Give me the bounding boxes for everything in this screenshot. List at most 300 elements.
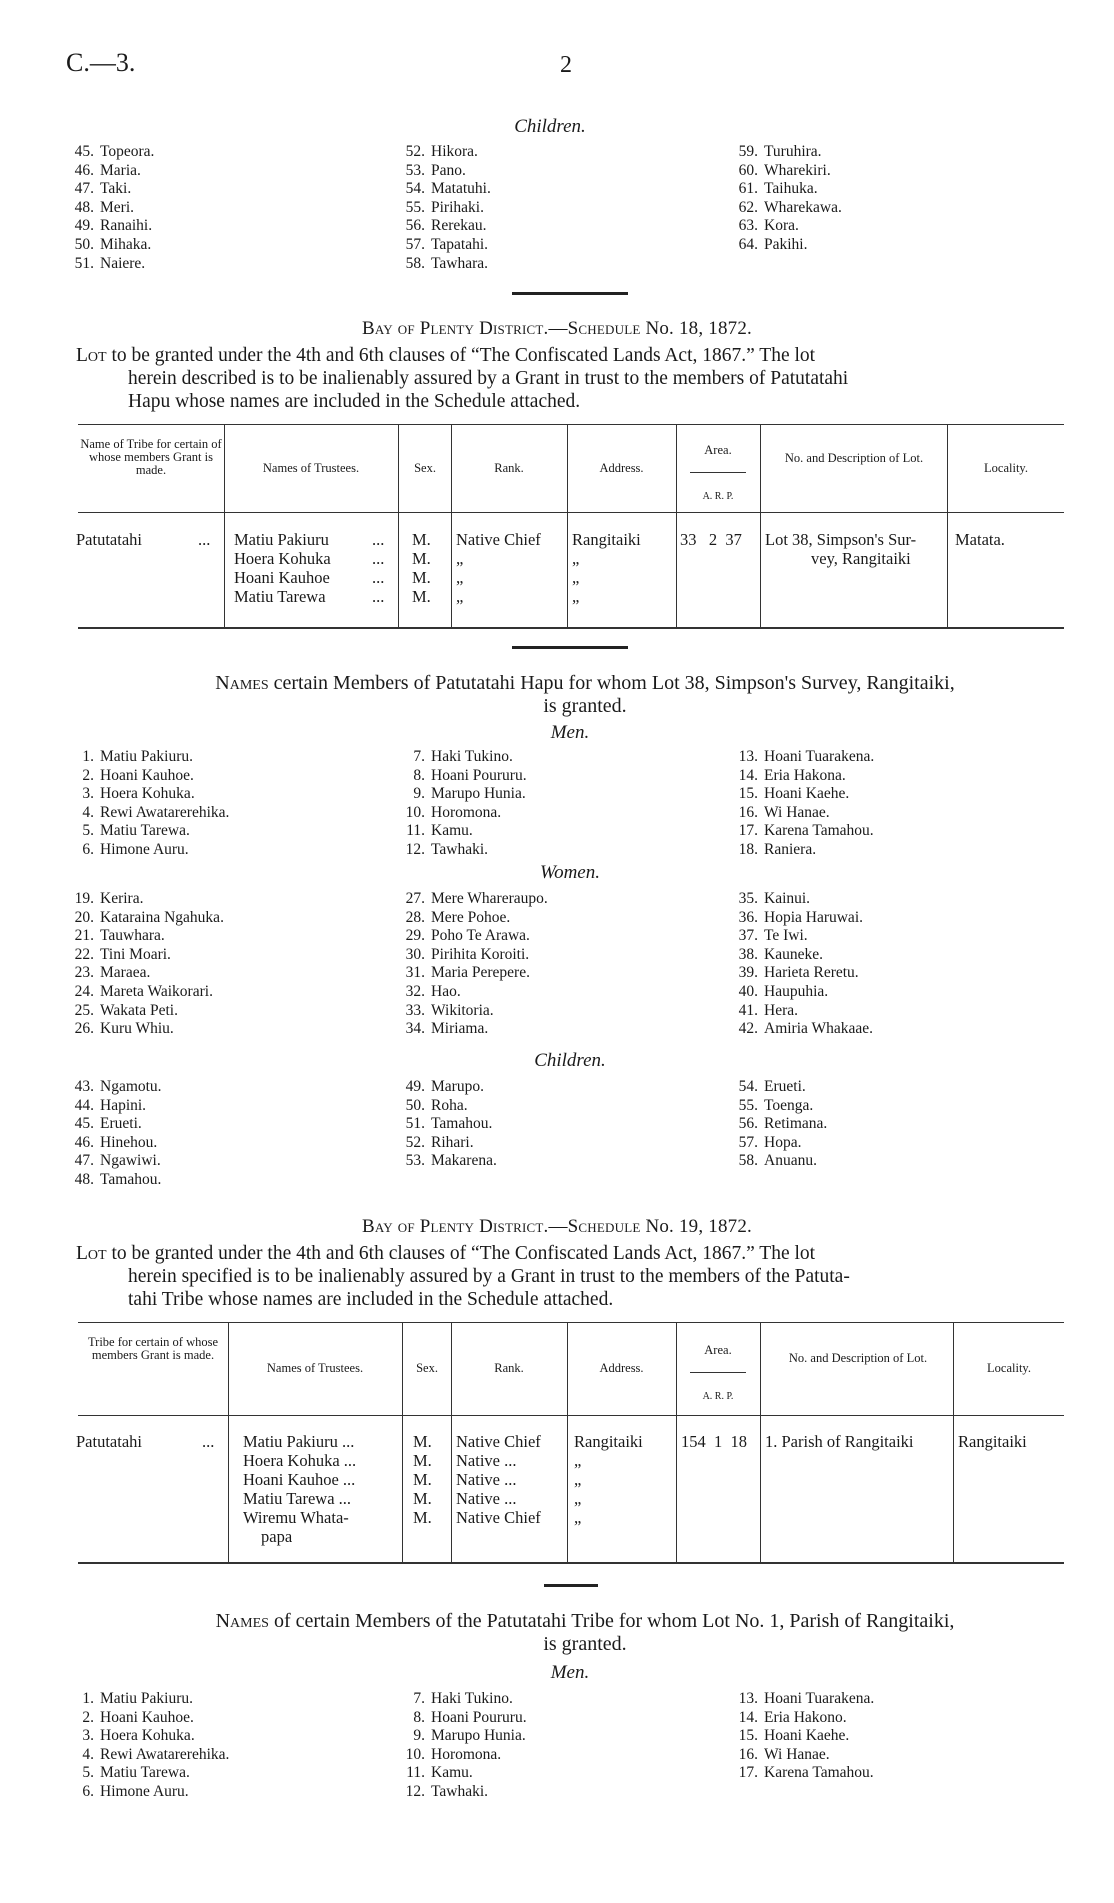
- list-item: [397, 785, 527, 804]
- list-item-number: 51.: [405, 1115, 425, 1133]
- list-item-name: Hapini.: [100, 1096, 147, 1114]
- table-cell-line: M.: [413, 1432, 432, 1451]
- list-item-name: Mere Whareraupo.: [431, 890, 548, 907]
- list-item: [66, 822, 229, 841]
- list-item-number: 57.: [405, 235, 425, 253]
- list-item-number: 54.: [405, 180, 425, 198]
- list-item-name: Tini Moari.: [100, 945, 171, 963]
- list-item: [397, 1152, 497, 1171]
- list-item: [66, 1690, 229, 1709]
- list-item-number: 22.: [74, 945, 94, 963]
- list-item: [66, 1152, 162, 1171]
- table-cell-line: „: [574, 1470, 582, 1489]
- trustee-address: [574, 1432, 643, 1527]
- list-item: [397, 1115, 497, 1134]
- list-item-name: Hera.: [764, 1001, 798, 1019]
- list-item: [730, 1690, 874, 1709]
- table-cell-line: Native ...: [456, 1489, 517, 1508]
- list-item-name: Roha.: [431, 1096, 468, 1114]
- list-item-number: 2.: [82, 1708, 94, 1726]
- list-item-name: Rihari.: [431, 1133, 474, 1151]
- page-number: 2: [560, 52, 572, 78]
- col-header-rank: Rank.: [494, 461, 524, 475]
- trustee-dots: ... ... ... ...: [372, 530, 385, 606]
- list-item-number: 23.: [74, 964, 94, 982]
- section-divider: [544, 1584, 598, 1587]
- list-item: [66, 964, 224, 983]
- list-item-name: Marupo Hunia.: [431, 785, 526, 803]
- list-item: [730, 162, 842, 181]
- list-item: [66, 180, 154, 199]
- list-item-number: 12.: [405, 1782, 425, 1800]
- list-item: [730, 1152, 827, 1171]
- list-item-name: Naiere.: [100, 254, 146, 272]
- list-item-name: Topeora.: [100, 143, 155, 160]
- list-item: [397, 946, 548, 965]
- list-item-name: Kora.: [764, 217, 799, 235]
- list-item-number: 24.: [74, 982, 94, 1000]
- list-item-name: Rewi Awatarerehika.: [100, 803, 230, 821]
- para-line: herein described is to be inalienably assured by a Grant in trust to the members of Patutatahi: [128, 368, 849, 389]
- list-item: [730, 964, 873, 983]
- list-item-name: Te Iwi.: [764, 927, 808, 945]
- table-cell-line: Hoani Kauhoe: [234, 568, 330, 587]
- list-item: [66, 1020, 224, 1039]
- section-divider: [512, 646, 628, 649]
- list-column: [730, 143, 842, 255]
- col-header-tribe: Tribe for certain of whose members Grant is made.: [87, 1335, 219, 1362]
- list-item-number: 60.: [738, 161, 758, 179]
- list-item-name: Matatuhi.: [431, 180, 491, 198]
- list-item: [730, 199, 842, 218]
- tribe-name: Patutatahi: [76, 1432, 142, 1451]
- list-item: [397, 1097, 497, 1116]
- lot-word: Lot: [76, 1243, 107, 1264]
- list-item: [397, 1783, 527, 1802]
- list-item-number: 34.: [405, 1020, 425, 1038]
- list-item: [66, 841, 229, 860]
- list-item-name: Miriama.: [431, 1020, 489, 1038]
- list-item: [66, 748, 229, 767]
- list-item-name: Rerekau.: [431, 217, 487, 235]
- lot-description: 1. Parish of Rangitaiki: [765, 1432, 914, 1451]
- list-item: [730, 785, 874, 804]
- list-item-number: 9.: [413, 1727, 425, 1745]
- table-cell-line: M.: [412, 530, 431, 549]
- section-divider: [512, 292, 628, 295]
- list-column: [730, 1690, 874, 1783]
- table-cell-line: „: [574, 1508, 582, 1527]
- list-column: [397, 1690, 527, 1802]
- women-heading: Women.: [540, 862, 600, 883]
- list-item-name: Pirihaki.: [431, 198, 484, 216]
- list-item-number: 62.: [738, 198, 758, 216]
- list-item: [730, 1097, 827, 1116]
- list-item-name: Eria Hakono.: [764, 1708, 847, 1726]
- list-item: [730, 946, 873, 965]
- list-item-number: 9.: [413, 785, 425, 803]
- list-item: [66, 1727, 229, 1746]
- table-cell-line: Hoera Kohuka: [234, 549, 331, 568]
- list-item-name: Wi Hanae.: [764, 803, 830, 821]
- list-item-name: Mareta Waikorari.: [100, 982, 213, 1000]
- list-item: [730, 217, 842, 236]
- list-item-number: 28.: [405, 908, 425, 926]
- list-item-name: Erueti.: [100, 1115, 142, 1133]
- list-item: [730, 236, 842, 255]
- list-item: [730, 1115, 827, 1134]
- list-item: [730, 180, 842, 199]
- list-item-name: Hoani Kauhoe.: [100, 766, 194, 784]
- list-item-name: Taihuka.: [764, 180, 818, 198]
- document-reference: C.—3.: [66, 48, 136, 77]
- names-word: Names: [215, 1610, 269, 1632]
- list-item-number: 4.: [82, 1745, 94, 1763]
- list-item-number: 10.: [405, 803, 425, 821]
- trustee-name-lines: [243, 1432, 356, 1527]
- list-item: [66, 927, 224, 946]
- schedule-title-number: No. 19, 1872.: [645, 1216, 753, 1237]
- list-item-number: 37.: [738, 927, 758, 945]
- table-cell-line: Native Chief: [456, 530, 541, 549]
- list-item: [66, 946, 224, 965]
- list-item-number: 29.: [405, 927, 425, 945]
- list-item-name: Kamu.: [431, 822, 473, 840]
- list-column: [397, 748, 527, 860]
- list-item-name: Hoani Poururu.: [431, 766, 527, 784]
- list-item: [730, 1709, 874, 1728]
- list-item-number: 63.: [738, 217, 758, 235]
- list-item-name: Poho Te Arawa.: [431, 927, 530, 945]
- list-column: [730, 748, 874, 860]
- list-item-number: 49.: [405, 1078, 425, 1095]
- list-item-name: Meri.: [100, 198, 135, 216]
- list-item-name: Haupuhia.: [764, 982, 829, 1000]
- col-header-area: Area.: [704, 1343, 732, 1357]
- list-item-number: 5.: [82, 1764, 94, 1782]
- list-item: [66, 217, 154, 236]
- list-column: [397, 1078, 497, 1171]
- col-header-lot: No. and Description of Lot.: [788, 1351, 928, 1365]
- list-item-name: Tapatahi.: [431, 235, 489, 253]
- list-item-name: Retimana.: [764, 1115, 828, 1133]
- list-item-name: Mere Pohoe.: [431, 908, 511, 926]
- table-cell-line: „: [456, 568, 464, 587]
- list-item-number: 52.: [405, 143, 425, 160]
- list-item-number: 51.: [74, 254, 94, 272]
- list-item-name: Kainui.: [764, 890, 811, 907]
- list-item-name: Anuanu.: [764, 1152, 817, 1170]
- list-item-name: Karena Tamahou.: [764, 822, 874, 840]
- schedule-18-description: [76, 344, 1066, 413]
- list-item-number: 47.: [74, 180, 94, 198]
- list-item-name: Makarena.: [431, 1152, 497, 1170]
- list-item-number: 64.: [738, 235, 758, 253]
- table-cell-line: Matiu Tarewa: [234, 587, 326, 606]
- para-line: to be granted under the 4th and 6th clauses of “The Confiscated Lands Act, 1867.” The lot: [111, 1243, 816, 1264]
- list-item-number: 48.: [74, 198, 94, 216]
- list-item: [397, 1078, 497, 1097]
- lot-line: vey, Rangitaiki: [811, 549, 911, 568]
- list-item: [66, 143, 154, 162]
- list-item-number: 48.: [74, 1170, 94, 1188]
- list-item-name: Wikitoria.: [431, 1001, 494, 1019]
- list-item-number: 35.: [738, 890, 758, 907]
- trustee-names: [243, 1432, 356, 1546]
- list-item: [66, 1134, 162, 1153]
- list-item: [730, 1727, 874, 1746]
- trustee-sex: [412, 530, 431, 606]
- list-item-name: Pirihita Koroiti.: [431, 945, 530, 963]
- list-item-number: 42.: [738, 1020, 758, 1038]
- trustee-rank: [456, 1432, 541, 1527]
- list-item-number: 32.: [405, 982, 425, 1000]
- list-column: [66, 1690, 229, 1802]
- schedule-title-prefix: Bay of Plenty District.—Schedule: [361, 1216, 641, 1237]
- list-item-number: 3.: [82, 1727, 94, 1745]
- list-item-name: Hoani Tuarakena.: [764, 748, 875, 765]
- list-item: [66, 1097, 162, 1116]
- list-column: [397, 143, 491, 273]
- list-item: [397, 841, 527, 860]
- list-item-number: 30.: [405, 945, 425, 963]
- list-item: [66, 1709, 229, 1728]
- list-item-name: Maria Perepere.: [431, 964, 530, 982]
- list-item: [397, 964, 548, 983]
- table-cell-line: „: [572, 587, 580, 606]
- list-item: [730, 1764, 874, 1783]
- list-item-number: 38.: [738, 945, 758, 963]
- list-item-name: Ngawiwi.: [100, 1152, 161, 1170]
- list-item-number: 61.: [738, 180, 758, 198]
- list-item-number: 16.: [738, 1745, 758, 1763]
- list-item: [66, 1783, 229, 1802]
- list-item-number: 54.: [738, 1078, 758, 1095]
- list-item: [66, 255, 154, 274]
- list-item-name: Hoani Kauhoe.: [100, 1708, 194, 1726]
- lot-description: [765, 530, 916, 568]
- list-item-name: Tawhara.: [431, 254, 489, 272]
- list-item-name: Erueti.: [764, 1078, 806, 1095]
- list-item-name: Hopia Haruwai.: [764, 908, 863, 926]
- list-item: [397, 1746, 527, 1765]
- list-item-number: 11.: [406, 1764, 425, 1782]
- list-item-number: 4.: [82, 803, 94, 821]
- heading-line: certain Members of Patutatahi Hapu for whom Lot 38, Simpson's Survey, Rangitaiki,: [273, 672, 955, 694]
- table-cell-line: Wiremu Whata-: [243, 1508, 349, 1527]
- list-item-name: Taki.: [100, 180, 132, 198]
- list-item-name: Maria.: [100, 161, 141, 179]
- list-item: [66, 785, 229, 804]
- list-item-number: 11.: [406, 822, 425, 840]
- area-value: 33 2 37: [680, 530, 742, 549]
- list-item-number: 7.: [413, 748, 425, 765]
- list-item-number: 46.: [74, 161, 94, 179]
- list-item-number: 45.: [74, 1115, 94, 1133]
- list-item: [397, 1709, 527, 1728]
- col-header-address: Address.: [599, 1361, 644, 1375]
- trustee-continuation: papa: [261, 1527, 293, 1546]
- list-item-name: Hoani Kaehe.: [764, 1727, 850, 1745]
- list-item-name: Ranaihi.: [100, 217, 153, 235]
- list-item-number: 17.: [738, 1764, 758, 1782]
- list-item-name: Maraea.: [100, 964, 151, 982]
- list-item: [730, 1746, 874, 1765]
- list-item-name: Amiria Whakaae.: [764, 1020, 874, 1038]
- list-item-number: 8.: [413, 766, 425, 784]
- list-item-number: 58.: [405, 254, 425, 272]
- list-column: [397, 890, 548, 1039]
- schedule-18-title: [0, 318, 1114, 340]
- col-header-locality: Locality.: [984, 461, 1028, 475]
- table-cell-line: M.: [412, 587, 431, 606]
- list-item: [397, 162, 491, 181]
- lot-word: Lot: [76, 345, 107, 366]
- list-item-name: Haki Tukino.: [431, 748, 513, 765]
- list-item-number: 6.: [82, 1782, 94, 1800]
- list-item-number: 13.: [738, 748, 758, 765]
- list-item: [66, 1746, 229, 1765]
- list-item-name: Hoani Poururu.: [431, 1708, 527, 1726]
- table-cell-line: Matiu Pakiuru ...: [243, 1432, 355, 1451]
- tribe-leader-dots: ...: [202, 1432, 215, 1451]
- list-item-number: 50.: [405, 1096, 425, 1114]
- list-column: [730, 890, 873, 1039]
- list-item-name: Raniera.: [764, 840, 817, 858]
- list-item-name: Wakata Peti.: [100, 1001, 178, 1019]
- list-item-number: 8.: [413, 1708, 425, 1726]
- list-item: [397, 804, 527, 823]
- list-item-name: Himone Auru.: [100, 1782, 189, 1800]
- list-item-number: 7.: [413, 1690, 425, 1707]
- list-item: [730, 804, 874, 823]
- list-item: [66, 1115, 162, 1134]
- men-heading: Men.: [550, 722, 590, 743]
- list-item-number: 44.: [74, 1096, 94, 1114]
- list-item: [66, 1764, 229, 1783]
- list-item: [397, 199, 491, 218]
- table-cell-line: Hoani Kauhoe ...: [243, 1470, 356, 1489]
- lot-line: Lot 38, Simpson's Sur-: [765, 530, 917, 549]
- table-cell-line: Native ...: [456, 1451, 517, 1470]
- list-item-name: Rewi Awatarerehika.: [100, 1745, 230, 1763]
- list-item: [397, 909, 548, 928]
- list-item-name: Matiu Tarewa.: [100, 1764, 190, 1782]
- list-column: [730, 1078, 827, 1171]
- list-item: [730, 841, 874, 860]
- list-item-number: 10.: [405, 1745, 425, 1763]
- table-cell-line: Matiu Pakiuru: [234, 530, 329, 549]
- list-item-number: 2.: [82, 766, 94, 784]
- list-item-name: Hoera Kohuka.: [100, 1727, 195, 1745]
- list-item-number: 6.: [82, 840, 94, 858]
- list-item: [66, 1171, 162, 1190]
- list-item-name: Hikora.: [431, 143, 478, 160]
- list-item-number: 47.: [74, 1152, 94, 1170]
- list-item: [730, 143, 842, 162]
- list-item-name: Turuhira.: [764, 143, 822, 160]
- list-item-number: 33.: [405, 1001, 425, 1019]
- list-item-number: 39.: [738, 964, 758, 982]
- table-cell-line: Native Chief: [456, 1508, 541, 1527]
- table-cell-line: M.: [412, 549, 431, 568]
- list-item-number: 26.: [74, 1020, 94, 1038]
- list-column: [66, 748, 229, 860]
- list-item: [397, 1764, 527, 1783]
- children-heading-2: Children.: [534, 1050, 606, 1071]
- list-item-number: 15.: [738, 785, 758, 803]
- list-item-name: Eria Hakona.: [764, 766, 846, 784]
- list-item-name: Karena Tamahou.: [764, 1764, 874, 1782]
- col-header-area: Area.: [704, 443, 732, 457]
- list-item: [730, 767, 874, 786]
- table-cell-line: M.: [413, 1489, 432, 1508]
- list-item-number: 43.: [74, 1078, 94, 1095]
- list-item: [730, 748, 874, 767]
- col-header-arp: A. R. P.: [702, 1391, 734, 1402]
- list-item: [397, 983, 548, 1002]
- list-item: [397, 927, 548, 946]
- table-cell-line: „: [572, 568, 580, 587]
- list-item-name: Wharekawa.: [764, 198, 842, 216]
- table-cell-line: „: [456, 587, 464, 606]
- children-heading-1: Children.: [514, 116, 586, 137]
- list-item-number: 46.: [74, 1133, 94, 1151]
- men-heading: Men.: [550, 1662, 590, 1683]
- list-item-name: Marupo.: [431, 1078, 484, 1095]
- list-item-name: Himone Auru.: [100, 840, 189, 858]
- list-column: [66, 1078, 162, 1190]
- list-item-number: 50.: [74, 235, 94, 253]
- list-item: [66, 767, 229, 786]
- col-header-sex: Sex.: [414, 461, 436, 475]
- table-cell-line: Matiu Tarewa ...: [243, 1489, 352, 1508]
- col-header-trustees: Names of Trustees.: [262, 461, 360, 475]
- list-item: [397, 767, 527, 786]
- heading-line: is granted.: [543, 695, 627, 717]
- list-item-name: Toenga.: [764, 1096, 814, 1114]
- col-header-address: Address.: [599, 461, 644, 475]
- list-item-number: 40.: [738, 982, 758, 1000]
- list-item: [66, 804, 229, 823]
- list-item-name: Tamahou.: [431, 1115, 493, 1133]
- table-cell-line: „: [456, 549, 464, 568]
- list-item-number: 55.: [405, 198, 425, 216]
- list-item-name: Harieta Reretu.: [764, 964, 859, 982]
- list-item-number: 53.: [405, 1152, 425, 1170]
- table-cell-line: Hoera Kohuka ...: [243, 1451, 357, 1470]
- list-item-name: Horomona.: [431, 1745, 502, 1763]
- list-item-number: 57.: [738, 1133, 758, 1151]
- list-item-name: Hinehou.: [100, 1133, 158, 1151]
- list-item-name: Hoani Tuarakena.: [764, 1690, 875, 1707]
- list-item: [730, 822, 874, 841]
- list-item-number: 56.: [738, 1115, 758, 1133]
- list-item: [397, 1002, 548, 1021]
- list-item: [397, 1727, 527, 1746]
- list-item-number: 18.: [738, 840, 758, 858]
- tribe-name: Patutatahi: [76, 530, 142, 549]
- list-item: [397, 217, 491, 236]
- list-item-name: Tawhaki.: [431, 840, 489, 858]
- list-item-number: 45.: [74, 143, 94, 160]
- list-item-number: 15.: [738, 1727, 758, 1745]
- para-line: tahi Tribe whose names are included in the Schedule attached.: [128, 1289, 614, 1310]
- para-line: Hapu whose names are included in the Schedule attached.: [128, 391, 581, 412]
- list-column: [66, 143, 154, 273]
- trustee-sex: [413, 1432, 432, 1527]
- list-item-name: Matiu Tarewa.: [100, 822, 190, 840]
